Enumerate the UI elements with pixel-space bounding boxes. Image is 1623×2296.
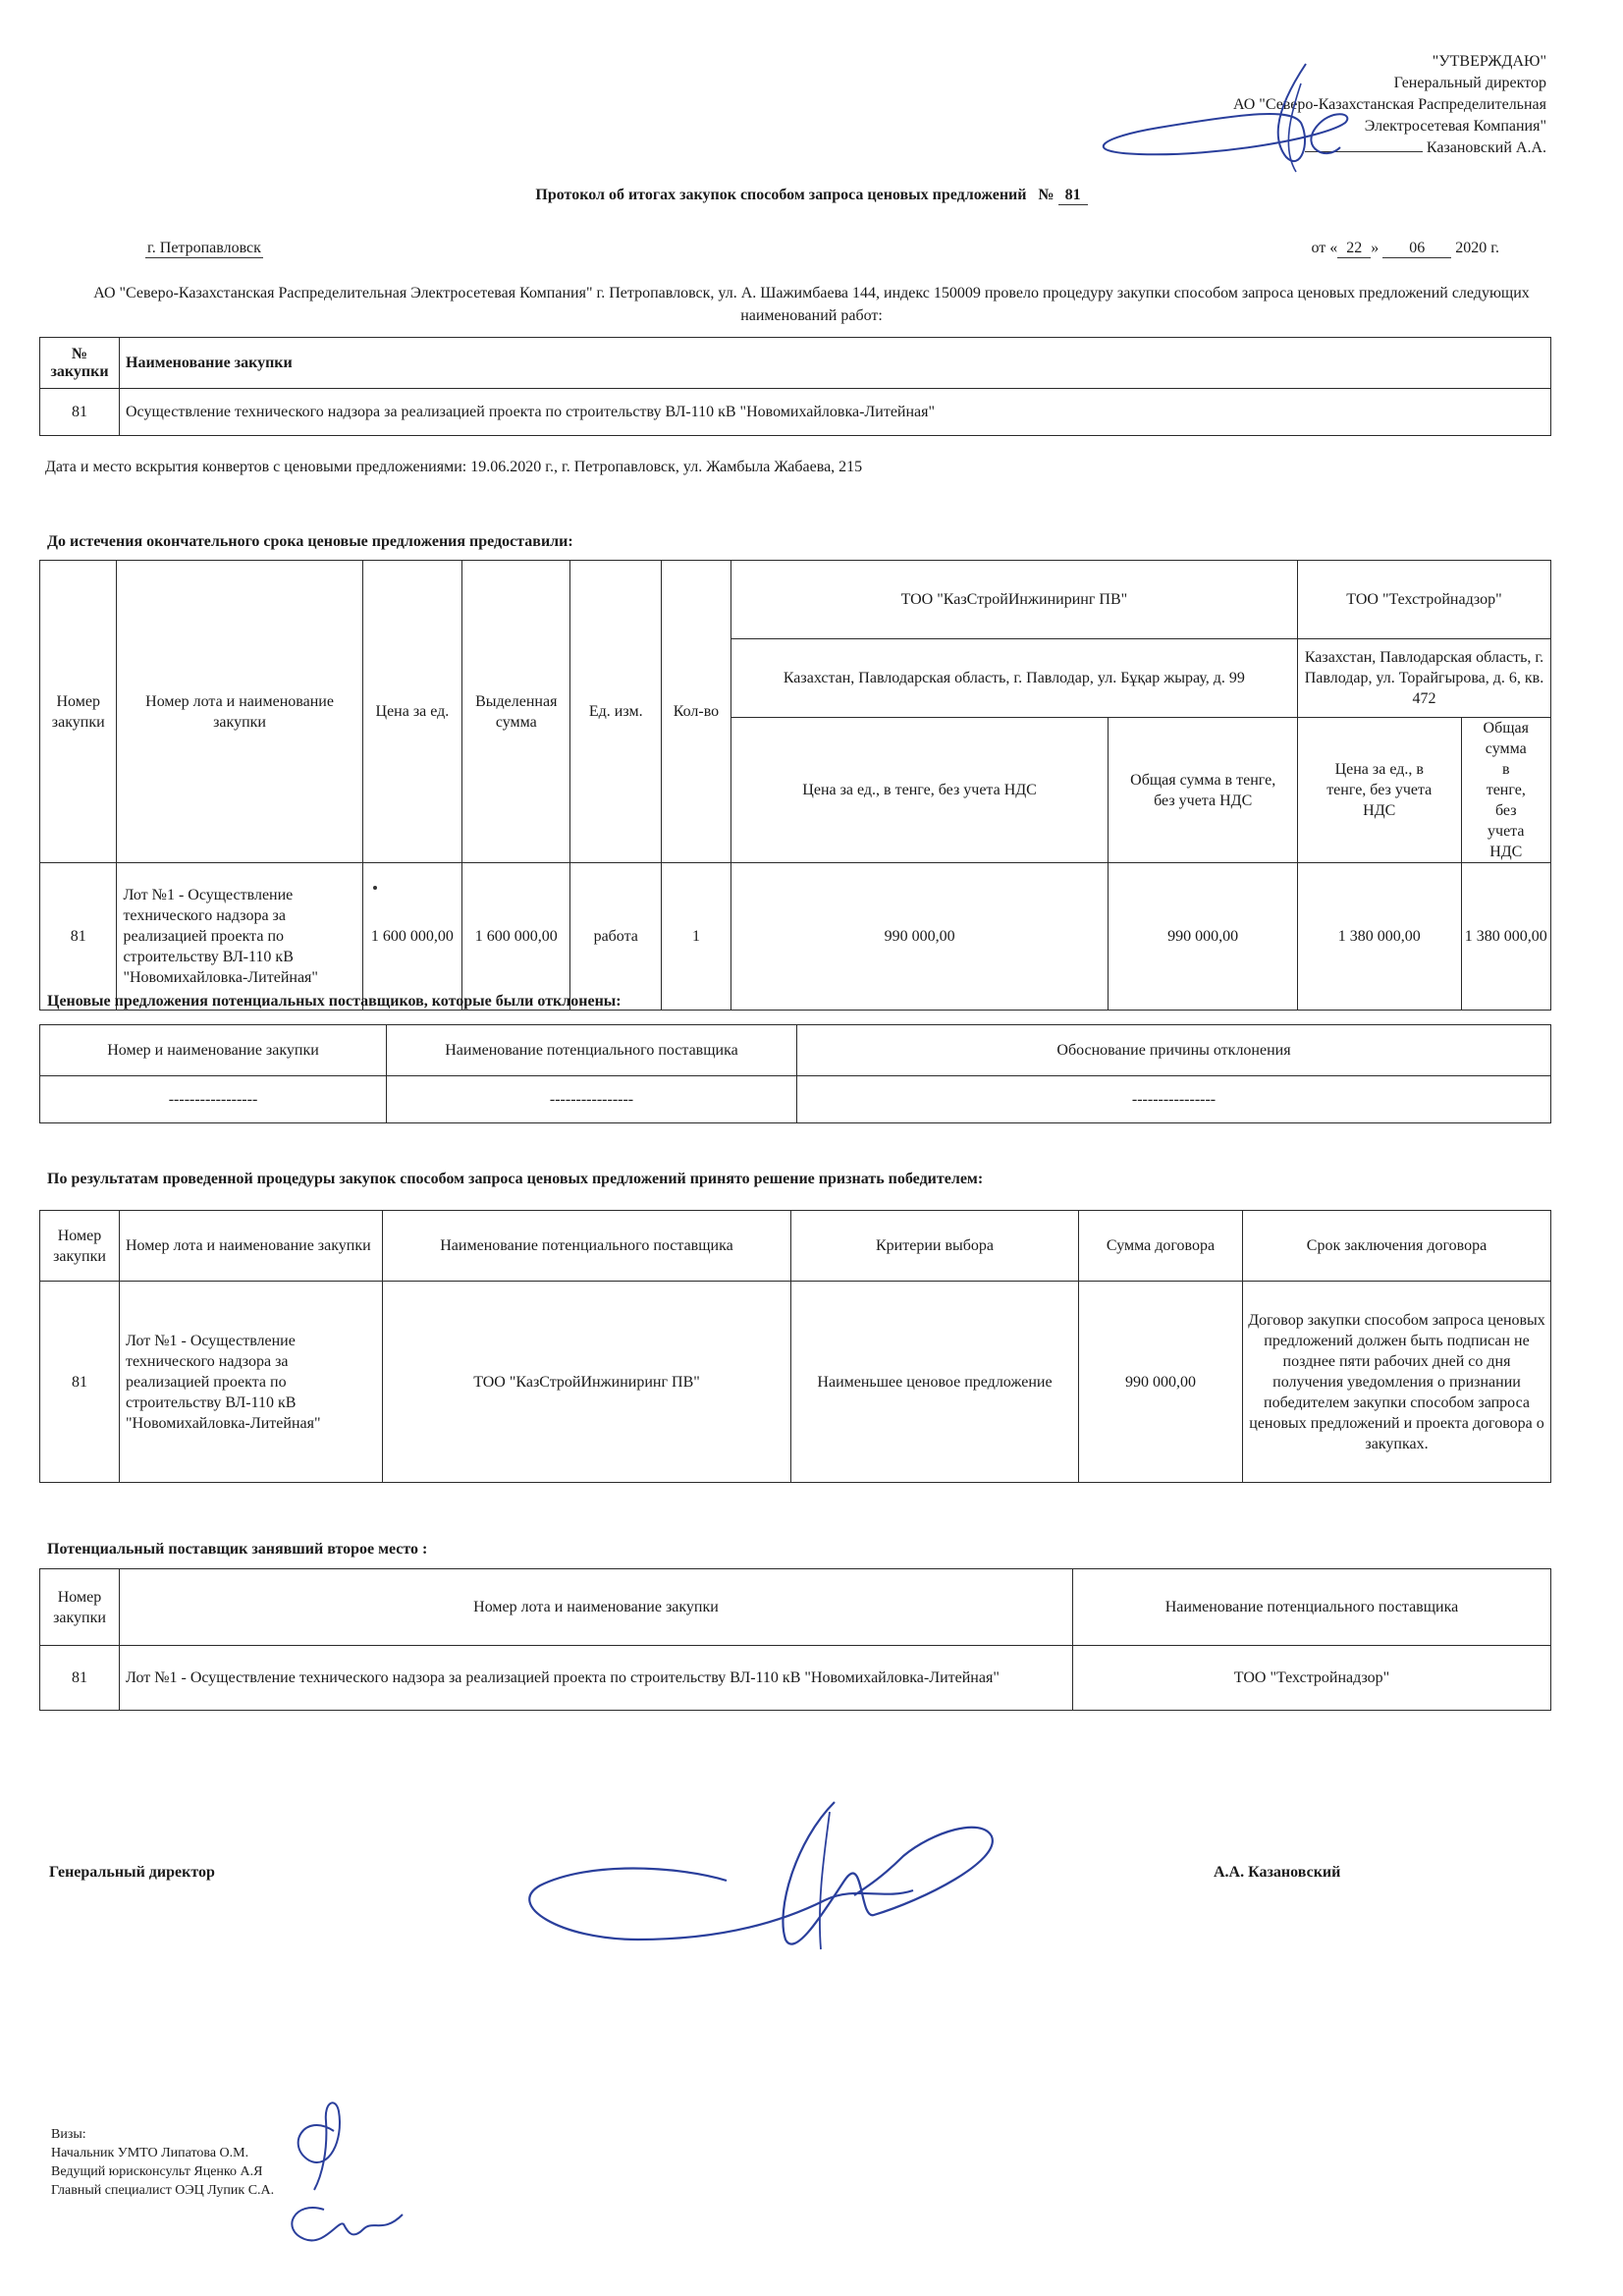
visa-item: Ведущий юрисконсульт Яценко А.Я xyxy=(51,2164,263,2179)
visa-item: Начальник УМТО Липатова О.М. xyxy=(51,2146,249,2160)
table-cell: Осуществление технического надзора за реализацией проекта по строительству ВЛ-110 кВ "Новомихайловка-Литейная" xyxy=(120,389,1551,436)
table-header-cell: Ед. изм. xyxy=(570,561,662,863)
protocol-number: 81 xyxy=(1058,187,1088,205)
date-day: 22 xyxy=(1337,240,1371,258)
table-cell: 1 xyxy=(662,863,731,1011)
approval-company-line1: АО "Северо-Казахстанская Распределительная xyxy=(1232,96,1546,113)
section-heading: До истечения окончательного срока ценовые предложения предоставили: xyxy=(47,533,573,550)
table-row xyxy=(40,1646,1551,1711)
supplier1-name: ТОО "КазСтройИнжиниринг ПВ" xyxy=(730,561,1297,639)
table-cell: 1 380 000,00 xyxy=(1461,863,1550,1011)
supplier1-address: Казахстан, Павлодарская область, г. Павлодар, ул. Бұқар жырау, д. 99 xyxy=(730,639,1297,718)
table-header-cell: Цена за ед., в тенге, без учета НДС xyxy=(730,718,1109,863)
table-cell: 81 xyxy=(40,863,117,1011)
table-header-cell: Критерии выбора xyxy=(791,1211,1079,1282)
approval-signature-icon xyxy=(1100,54,1394,182)
table-header-cell: № закупки xyxy=(40,338,120,389)
signatory-position: Генеральный директор xyxy=(49,1864,215,1881)
table-cell: 1 600 000,00 xyxy=(462,863,570,1011)
table-cell: 1 600 000,00 xyxy=(362,863,462,1011)
section-heading: Потенциальный поставщик занявший второе место : xyxy=(47,1541,428,1558)
table-header-cell: Общая сумма в тенге, без учета НДС xyxy=(1461,718,1550,863)
table-row xyxy=(40,1282,1551,1483)
visa-signature-icon xyxy=(265,2092,422,2259)
title-text: Протокол об итогах закупок способом запроса ценовых предложений xyxy=(535,187,1027,203)
date-prefix: от « xyxy=(1311,240,1338,256)
table-header-cell: Наименование потенциального поставщика xyxy=(387,1025,797,1076)
table-cell: 1 380 000,00 xyxy=(1297,863,1461,1011)
supplier2-address: Казахстан, Павлодарская область, г. Павлодар, ул. Торайгырова, д. 6, кв. 472 xyxy=(1297,639,1550,718)
table-header-cell: Выделенная сумма xyxy=(462,561,570,863)
table-header-cell: Наименование закупки xyxy=(120,338,1551,389)
table-row xyxy=(40,389,1551,436)
procurement-table xyxy=(39,337,1551,436)
table-cell: 81 xyxy=(40,1646,120,1711)
date-separator: » xyxy=(1371,240,1380,256)
rejected-table xyxy=(39,1024,1551,1123)
approval-company-line2: Электросетевая Компания" xyxy=(1364,118,1546,135)
visas-block xyxy=(51,2125,274,2200)
table-header-cell: Наименование потенциального поставщика xyxy=(383,1211,791,1282)
second-place-table xyxy=(39,1568,1551,1711)
date-month: 06 xyxy=(1382,240,1451,258)
scan-mark xyxy=(373,886,377,890)
table-cell: Лот №1 - Осуществление технического надзора за реализацией проекта по строительству ВЛ-110 кВ "Новомихайловка-Литейная" xyxy=(120,1646,1073,1711)
approval-heading: "УТВЕРЖДАЮ" xyxy=(1432,53,1546,70)
table-cell: ----------------- xyxy=(40,1076,387,1123)
visas-label: Визы: xyxy=(51,2127,86,2142)
table-cell: ТОО "Техстройнадзор" xyxy=(1073,1646,1551,1711)
table-header-cell: Наименование потенциального поставщика xyxy=(1073,1569,1551,1646)
table-header-cell: Срок заключения договора xyxy=(1243,1211,1551,1282)
table-cell: ТОО "КазСтройИнжиниринг ПВ" xyxy=(383,1282,791,1483)
table-row xyxy=(40,1076,1551,1123)
table-cell: Договор закупки способом запроса ценовых предложений должен быть подписан не позднее пяти рабочих дней со дня получения уведомления о признании победителем закупки способом запроса ценовых предложений и проекта договора о закупках. xyxy=(1243,1282,1551,1483)
table-cell: ---------------- xyxy=(387,1076,797,1123)
table-header-cell: Сумма договора xyxy=(1079,1211,1243,1282)
protocol-date xyxy=(1311,240,1499,258)
table-cell: ---------------- xyxy=(797,1076,1551,1123)
table-cell: 990 000,00 xyxy=(1079,1282,1243,1483)
winner-table xyxy=(39,1210,1551,1483)
section-heading: По результатам проведенной процедуры закупок способом запроса ценовых предложений принято решение признать победителем: xyxy=(47,1171,984,1187)
table-row xyxy=(40,863,1551,1011)
city: г. Петропавловск xyxy=(147,240,261,256)
table-header-cell: Номер закупки xyxy=(40,561,117,863)
offers-table xyxy=(39,560,1551,1011)
signatory-name: А.А. Казановский xyxy=(1214,1864,1341,1881)
table-cell: Лот №1 - Осуществление технического надзора за реализацией проекта по строительству ВЛ-110 кВ "Новомихайловка-Литейная" xyxy=(117,863,362,1011)
table-header-cell: Обоснование причины отклонения xyxy=(797,1025,1551,1076)
table-cell: 990 000,00 xyxy=(1109,863,1298,1011)
director-signature-icon xyxy=(530,1792,1001,1969)
visa-item: Главный специалист ОЭЦ Лупик С.А. xyxy=(51,2183,275,2198)
table-cell: работа xyxy=(570,863,662,1011)
table-header-cell: Номер закупки xyxy=(40,1211,120,1282)
intro-paragraph: АО "Северо-Казахстанская Распределительная Электросетевая Компания" г. Петропавловск, ул. А. Шажимбаева 144, индекс 150009 провело процедуру закупки способом запроса ценовых предложений следующих наименований работ: xyxy=(93,285,1530,324)
section-heading: Ценовые предложения потенциальных поставщиков, которые были отклонены: xyxy=(47,993,622,1010)
opening-info: Дата и место вскрытия конвертов с ценовыми предложениями: 19.06.2020 г., г. Петропавловск, ул. Жамбыла Жабаева, 215 xyxy=(45,459,863,475)
title-number-prefix: № xyxy=(1038,187,1055,203)
table-header-cell: Цена за ед., в тенге, без учета НДС xyxy=(1297,718,1461,863)
table-header-cell: Кол-во xyxy=(662,561,731,863)
supplier2-name: ТОО "Техстройнадзор" xyxy=(1297,561,1550,639)
table-cell: 81 xyxy=(40,1282,120,1483)
table-header-cell: Номер лота и наименование закупки xyxy=(120,1569,1073,1646)
table-header-cell: Номер закупки xyxy=(40,1569,120,1646)
table-cell: 990 000,00 xyxy=(730,863,1109,1011)
page-title xyxy=(0,187,1623,205)
approval-position: Генеральный директор xyxy=(1393,75,1546,91)
table-header-cell: Номер лота и наименование закупки xyxy=(120,1211,383,1282)
table-header-cell: Номер и наименование закупки xyxy=(40,1025,387,1076)
table-cell: Лот №1 - Осуществление технического надзора за реализацией проекта по строительству ВЛ-110 кВ "Новомихайловка-Литейная" xyxy=(120,1282,383,1483)
table-header-cell: Общая сумма в тенге, без учета НДС xyxy=(1109,718,1298,863)
approval-signatory-name: Казановский А.А. xyxy=(1426,139,1546,156)
date-year: 2020 г. xyxy=(1455,240,1499,256)
table-cell: Наименьшее ценовое предложение xyxy=(791,1282,1079,1483)
table-cell: 81 xyxy=(40,389,120,436)
table-header-cell: Цена за ед. xyxy=(362,561,462,863)
table-header-cell: Номер лота и наименование закупки xyxy=(117,561,362,863)
